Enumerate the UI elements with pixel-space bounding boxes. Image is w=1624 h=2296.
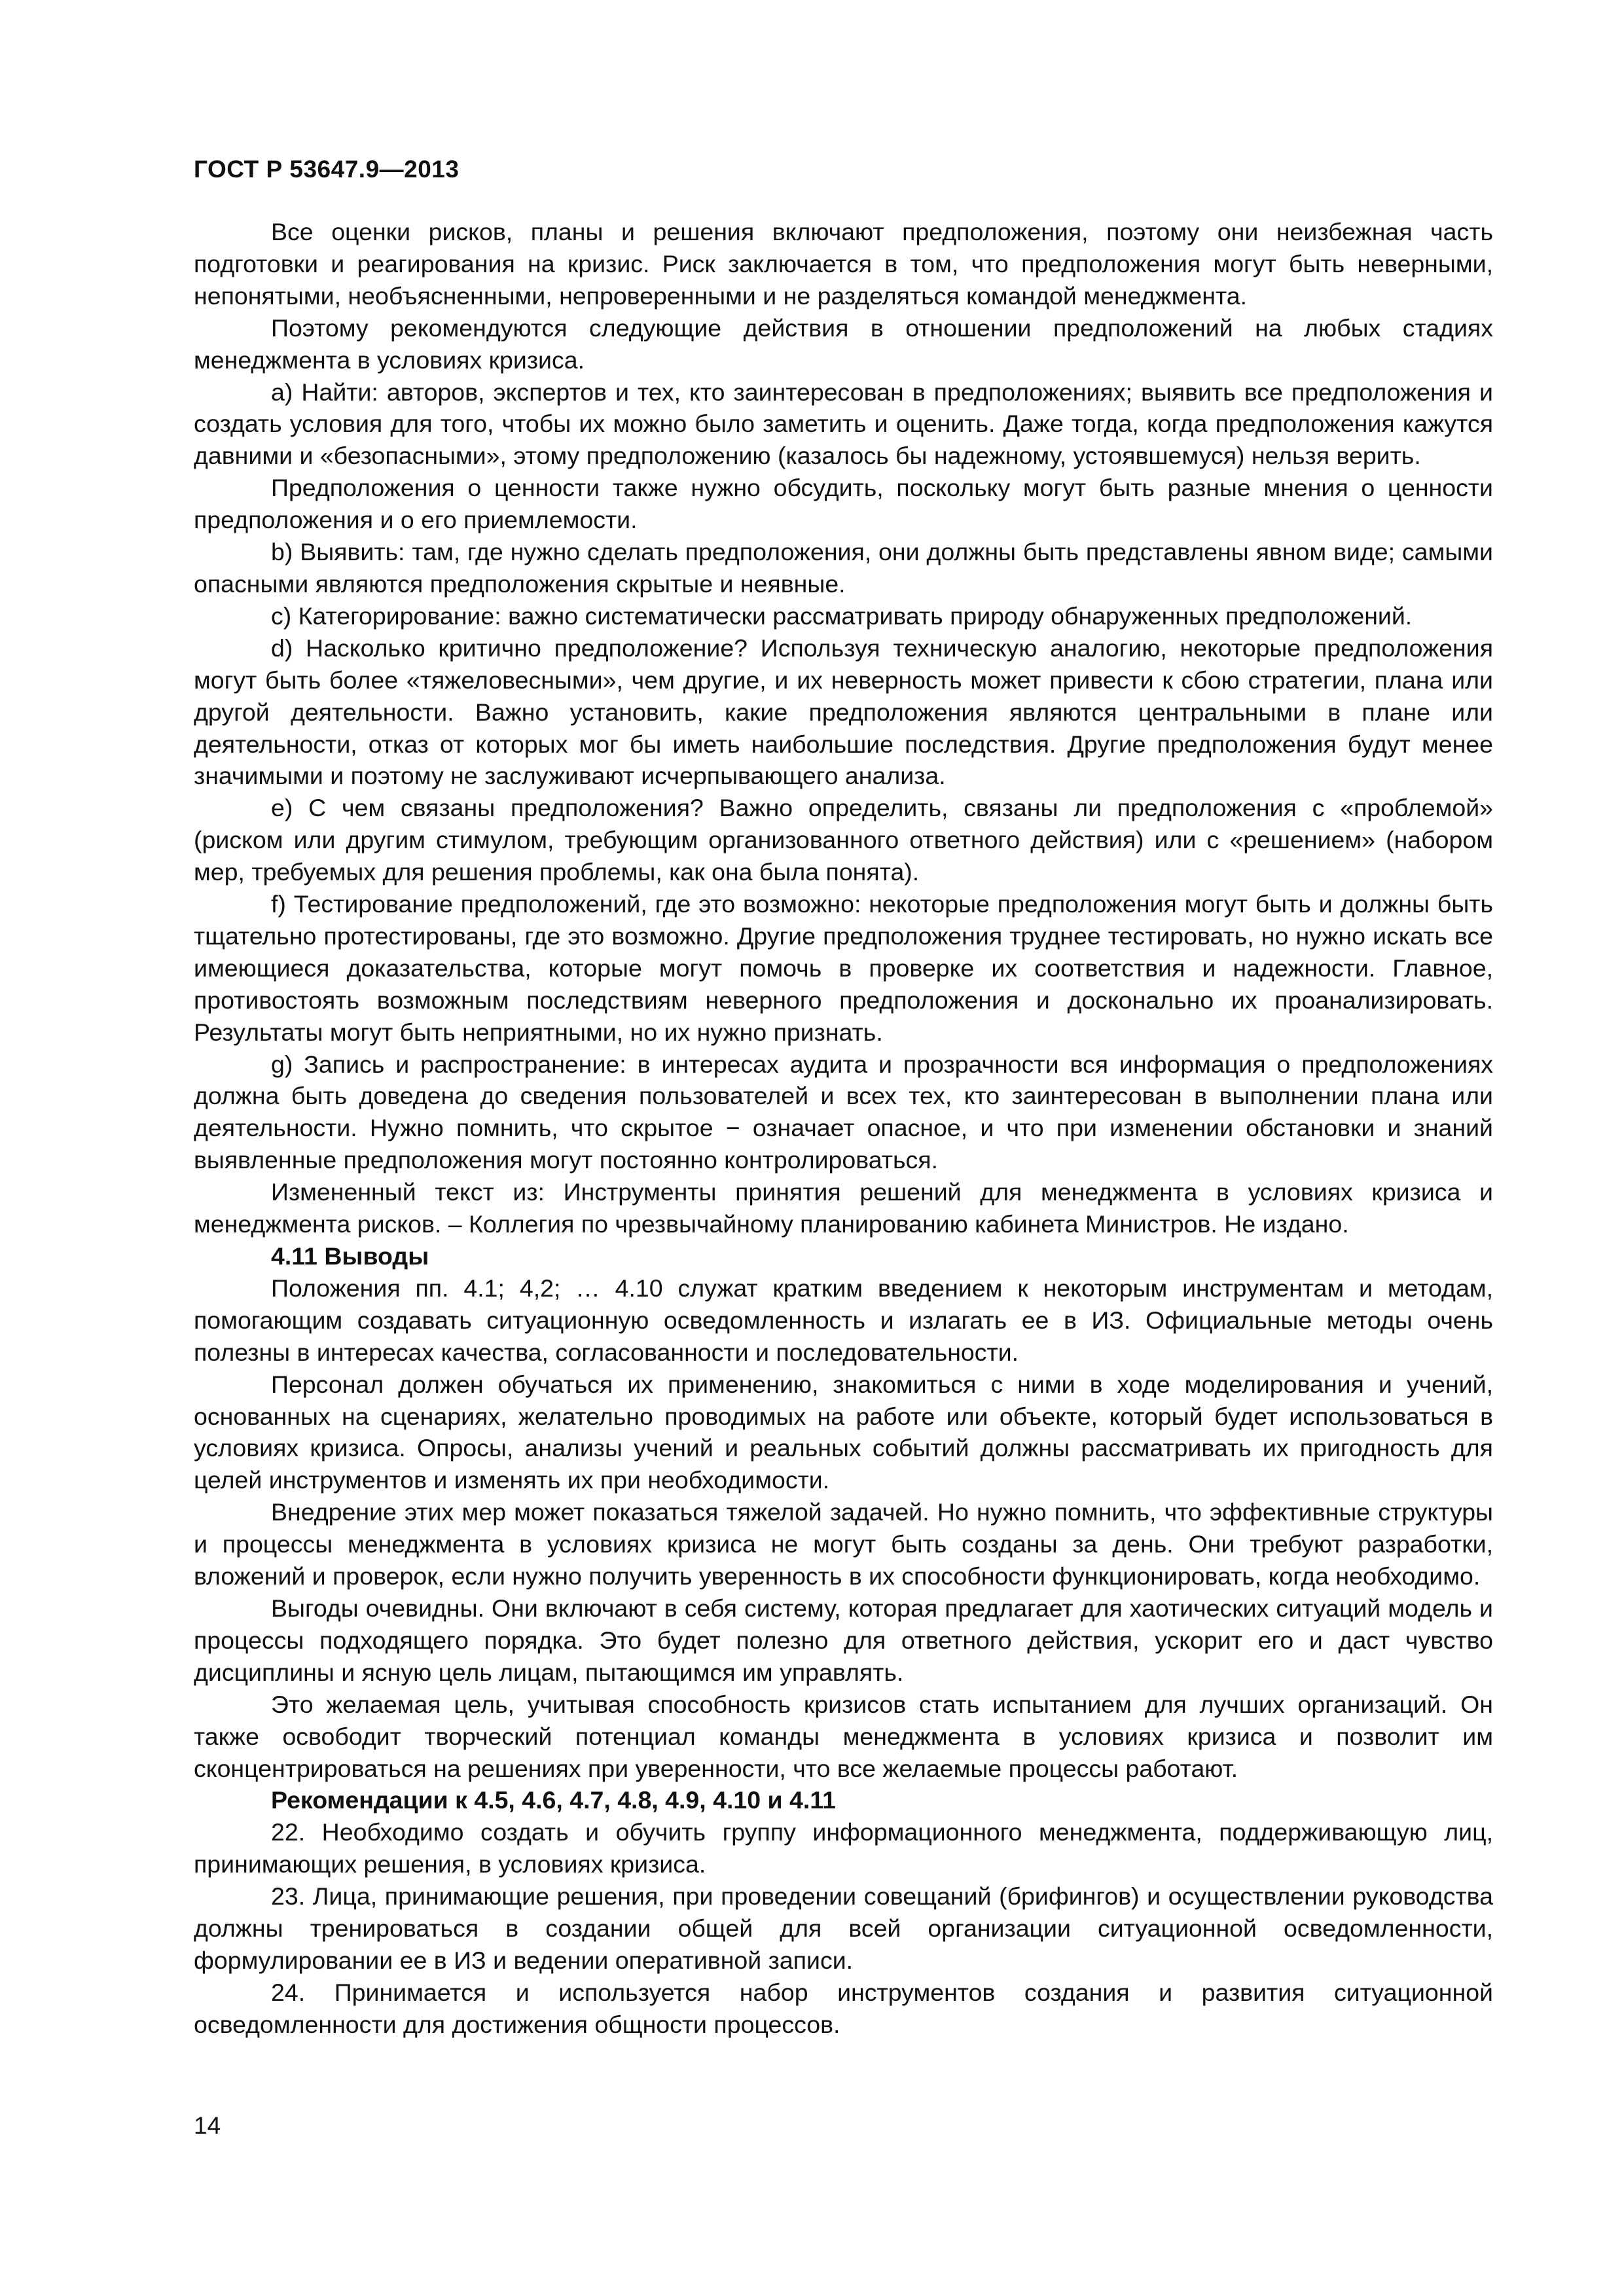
list-item: е) С чем связаны предположения? Важно определить, связаны ли предположения с «проблемой» (риском или другим стимулом, требующим организованного ответного действия) или с «решением» (набором мер, требуемых для решения проблемы, как она была понята). (194, 794, 1493, 886)
paragraph: Поэтому рекомендуются следующие действия в отношении предположений на любых стадиях менеджмента в условиях кризиса. (194, 314, 1493, 374)
document-body (194, 216, 1493, 2041)
section-heading: 4.11 Выводы (271, 1242, 429, 1270)
recommendation-item: 23. Лица, принимающие решения, при проведении совещаний (брифингов) и осуществлении руководства должны тренироваться в создании общей для всей организации ситуационной осведомленности, формулировании ее в ИЗ и ведении оперативной записи. (194, 1882, 1493, 1974)
paragraph: Персонал должен обучаться их применению, знакомиться с ними в ходе моделирования и учений, основанных на сценариях, желательно проводимых на работе или объекте, который будет использоваться в условиях кризиса. Опросы, анализы учений и реальных событий должны рассматривать их пригодность для целей инструментов и изменять их при необходимости. (194, 1370, 1493, 1494)
source-note: Измененный текст из: Инструменты принятия решений для менеджмента в условиях кризиса и менеджмента рисков. – Коллегия по чрезвычайному планированию кабинета Министров. Не издано. (194, 1178, 1493, 1238)
paragraph: Положения пп. 4.1; 4,2; … 4.10 служат кратким введением к некоторым инструментам и методам, помогающим создавать ситуационную осведомленность и излагать ее в ИЗ. Официальные методы очень полезны в интересах качества, согласованности и последовательности. (194, 1274, 1493, 1366)
paragraph: Внедрение этих мер может показаться тяжелой задачей. Но нужно помнить, что эффективные структуры и процессы менеджмента в условиях кризиса не могут быть созданы за день. Они требуют разработки, вложений и проверок, если нужно получить уверенность в их способности функционировать, когда необходимо. (194, 1498, 1493, 1590)
list-item: b) Выявить: там, где нужно сделать предположения, они должны быть представлены явном виде; самыми опасными являются предположения скрытые и неявные. (194, 538, 1493, 598)
list-item: d) Насколько критично предположение? Используя техническую аналогию, некоторые предположения могут быть более «тяжеловесными», чем другие, и их неверность может привести к сбою стратегии, плана или другой деятельности. Важно установить, какие предположения являются центральными в плане или деятельности, отказ от которых мог бы иметь наибольшие последствия. Другие предположения будут менее значимыми и поэтому не заслуживают исчерпывающего анализа. (194, 634, 1493, 790)
paragraph: Выгоды очевидны. Они включают в себя систему, которая предлагает для хаотических ситуаций модель и процессы подходящего порядка. Это будет полезно для ответного действия, ускорит его и даст чувство дисциплины и ясную цель лицам, пытающимся им управлять. (194, 1594, 1493, 1686)
paragraph: Предположения о ценности также нужно обсудить, поскольку могут быть разные мнения о ценности предположения и о его приемлемости. (194, 474, 1493, 534)
document-header: ГОСТ Р 53647.9—2013 (194, 156, 460, 183)
list-item: а) Найти: авторов, экспертов и тех, кто заинтересован в предположениях; выявить все предположения и создать условия для того, чтобы их можно было заметить и оценить. Даже тогда, когда предположения кажутся давними и «безопасными», этому предположению (казалось бы надежному, устоявшемуся) нельзя верить. (194, 378, 1493, 470)
paragraph: Это желаемая цель, учитывая способность кризисов стать испытанием для лучших организаций. Он также освободит творческий потенциал команды менеджмента в условиях кризиса и позволит им сконцентрироваться на решениях при уверенности, что все желаемые процессы работают. (194, 1690, 1493, 1782)
list-item: g) Запись и распространение: в интересах аудита и прозрачности вся информация о предположениях должна быть доведена до сведения пользователей и всех тех, кто заинтересован в выполнении плана или деятельности. Нужно помнить, что скрытое − означает опасное, и что при изменении обстановки и знаний выявленные предположения могут постоянно контролироваться. (194, 1050, 1493, 1174)
page-number: 14 (194, 2112, 221, 2139)
recommendations-heading: Рекомендации к 4.5, 4.6, 4.7, 4.8, 4.9, 4.10 и 4.11 (271, 1786, 836, 1814)
recommendation-item: 24. Принимается и используется набор инструментов создания и развития ситуационной осведомленности для достижения общности процессов. (194, 1978, 1493, 2038)
list-item: f) Тестирование предположений, где это возможно: некоторые предположения могут быть и должны быть тщательно протестированы, где это возможно. Другие предположения труднее тестировать, но нужно искать все имеющиеся доказательства, которые могут помочь в проверке их соответствия и надежности. Главное, противостоять возможным последствиям неверного предположения и досконально их проанализировать. Результаты могут быть неприятными, но их нужно признать. (194, 890, 1493, 1046)
list-item: с) Категорирование: важно систематически рассматривать природу обнаруженных предположений. (271, 601, 1413, 630)
paragraph: Все оценки рисков, планы и решения включают предположения, поэтому они неизбежная часть подготовки и реагирования на кризис. Риск заключается в том, что предположения могут быть неверными, непонятыми, необъясненными, непроверенными и не разделяться командой менеджмента. (194, 218, 1493, 310)
recommendation-item: 22. Необходимо создать и обучить группу информационного менеджмента, поддерживающую лиц, принимающих решения, в условиях кризиса. (194, 1818, 1493, 1878)
